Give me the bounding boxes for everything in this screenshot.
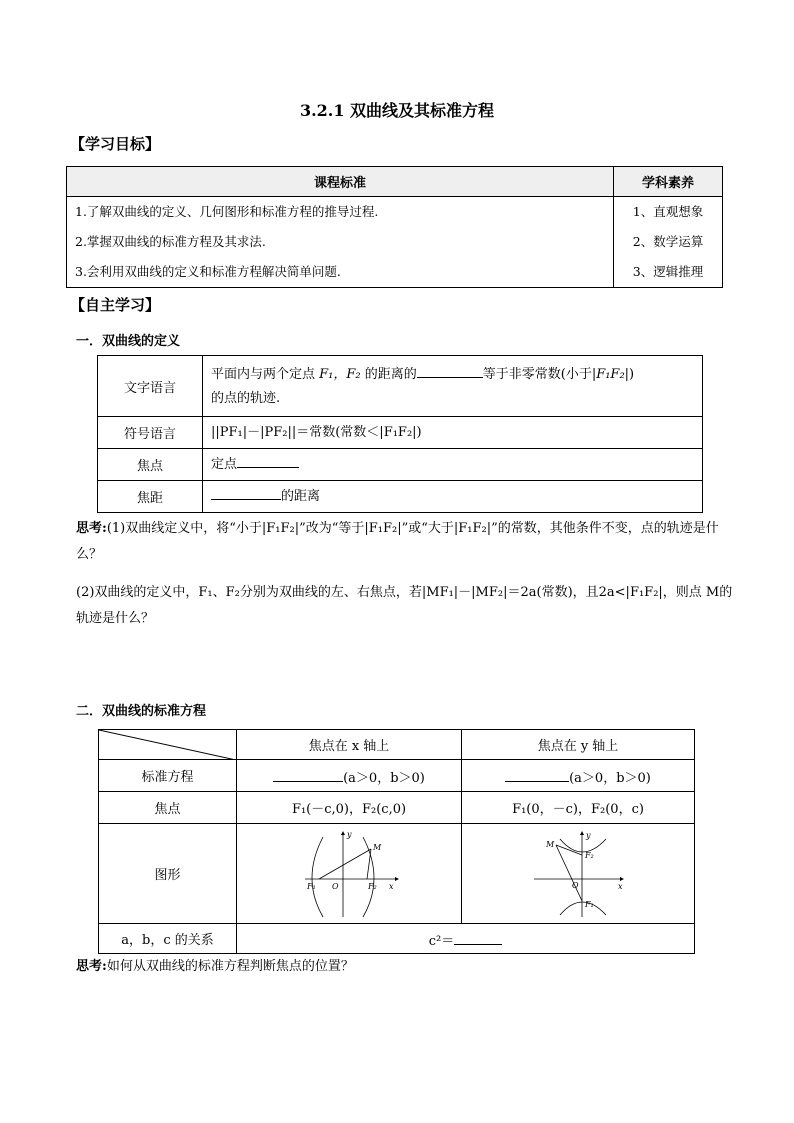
def-row-value: 定点 [203,449,703,481]
label-y: y [347,829,352,839]
label-f2: F₂ [585,850,594,860]
section-heading-goals: 【学习目标】 [70,135,161,153]
literacy-item: 2、数学运算 [632,234,704,249]
label-x: x [389,881,394,891]
hyperbola-lower-branch [560,899,606,915]
label-o: O [572,880,579,890]
def-row-label: 焦距 [98,481,203,513]
standard-item: 2.掌握双曲线的标准方程及其求法. [75,234,266,249]
label-f2: F₂ [368,881,377,891]
label-m: M [373,842,382,852]
def-row-value: 的距离 [203,481,703,513]
blank-line [273,766,343,782]
def-row-label: 符号语言 [98,417,203,449]
literacy-item: 3、逻辑推理 [632,264,704,279]
standard-equation-table [98,729,695,954]
def-row-label: 焦点 [98,449,203,481]
def-row-value: 平面内与两个定点 F₁，F₂ 的距离的 等于非零常数(小于|F₁F₂|) 的点的轨迹. [203,356,703,417]
standard-item: 1.了解双曲线的定义、几何图形和标准方程的推导过程. [75,204,379,219]
section-heading-self-study: 【自主学习】 [70,296,161,314]
blank-line [454,929,502,945]
relation-cell: c²＝ [237,924,695,954]
label-o: O [332,881,339,891]
blank-line [237,452,299,468]
y-axis-arrow [580,831,584,835]
equation-y-cell: (a＞0，b＞0) [462,760,695,792]
graph-y-cell [462,824,695,924]
blank-line [417,362,483,378]
col-y-axis: 焦点在 y 轴上 [462,730,695,760]
diagonal-header-cell [99,730,237,760]
segment-mf2 [367,849,371,879]
goals-table [66,166,723,288]
row-label-graph: 图形 [99,824,237,924]
def-row-label: 文字语言 [98,356,203,417]
label-f1: F₁ [585,899,594,909]
hyperbola-upper-branch [560,839,606,852]
goals-standards-cell [67,197,614,288]
focus-y-cell: F₁(0，－c)，F₂(0，c) [462,792,695,824]
hyperbola-y-graph [528,829,628,919]
page-title: 3.2.1 双曲线及其标准方程 [299,101,495,120]
part2-heading: 二．双曲线的标准方程 [76,704,207,719]
row-label-relation: a，b，c 的关系 [99,924,237,954]
think-final: 思考:如何从双曲线的标准方程判断焦点的位置？ [76,959,354,974]
goals-literacy-cell [614,197,723,288]
part1-heading: 一．双曲线的定义 [76,334,181,349]
col-x-axis: 焦点在 x 轴上 [237,730,462,760]
equation-x-cell: (a＞0，b＞0) [237,760,462,792]
standard-item: 3.会利用双曲线的定义和标准方程解决简单问题. [75,264,341,279]
x-axis-arrow [395,877,399,881]
goals-col-literacy: 学科素养 [614,167,723,197]
def-row-value: ||PF₁|－|PF₂||＝常数(常数＜|F₁F₂|) [203,417,703,449]
row-label-focus: 焦点 [99,792,237,824]
y-axis-arrow [341,831,345,835]
segment-mf1 [319,849,371,879]
hyperbola-x-graph [299,829,399,919]
blank-line [505,766,569,782]
definition-table [97,355,703,513]
think-q2: (2)双曲线的定义中，F₁、F₂分别为双曲线的左、右焦点，若|MF₁|－|MF₂|＝2a(常数)，且2a<|F₁F₂|，则点 M的轨迹是什么？ [76,585,733,626]
literacy-item: 1、直观想象 [632,204,704,219]
label-m: M [546,839,555,849]
x-axis-arrow [620,877,624,881]
think-q1: 思考:(1)双曲线定义中，将“小于|F₁F₂|”改为“等于|F₁F₂|”或“大于|F₁F₂|”的常数，其他条件不变，点的轨迹是什么？ [76,521,719,562]
hyperbola-left-branch [312,837,323,917]
blank-line [211,484,281,500]
goals-col-standard: 课程标准 [67,167,614,197]
graph-x-cell [237,824,462,924]
row-label-equation: 标准方程 [99,760,237,792]
label-f1: F₁ [307,881,316,891]
diagonal-line [99,730,236,760]
label-x: x [618,881,623,891]
label-y: y [586,830,591,840]
focus-x-cell: F₁(－c,0)，F₂(c,0) [237,792,462,824]
